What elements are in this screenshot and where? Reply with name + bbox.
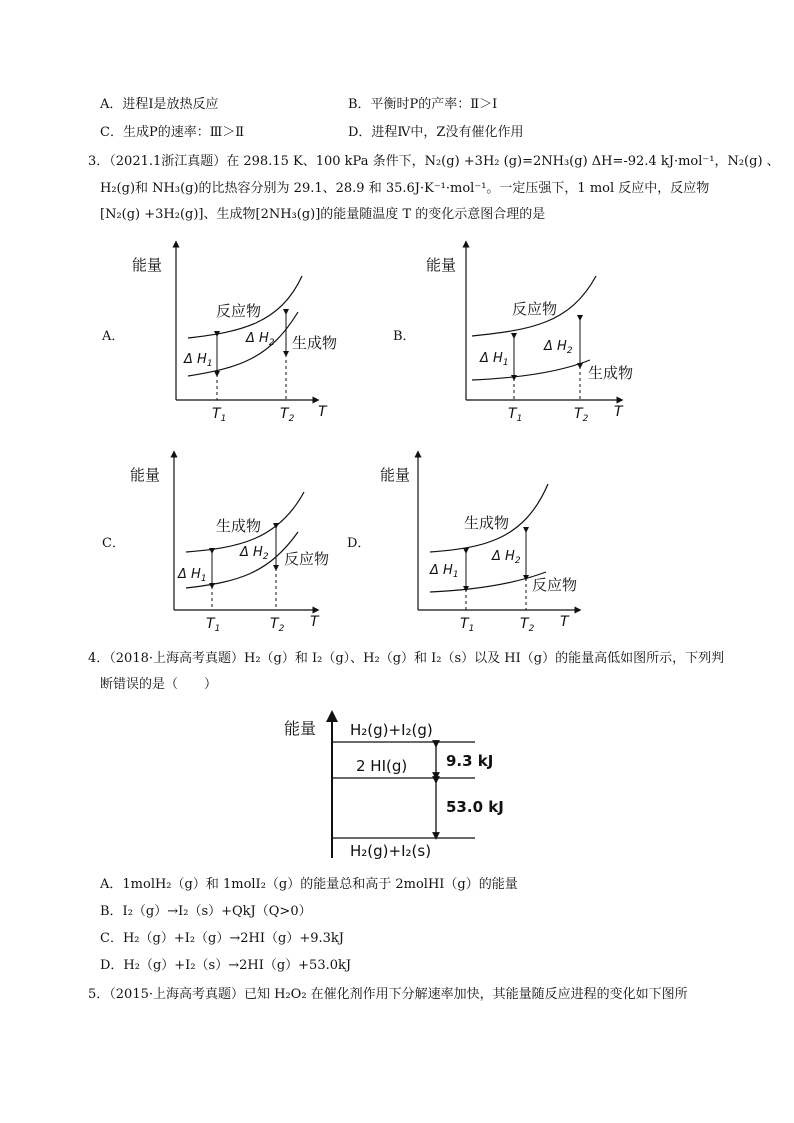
- q4-level-mid: 2 HI(g): [356, 757, 408, 775]
- q4-option-b: B．I₂（g）→I₂（s）+QkJ（Q>0）: [100, 904, 312, 919]
- svg-text:Δ H1: Δ $H_1$: [480, 351, 509, 368]
- q2-option-a: A．进程Ⅰ是放热反应: [100, 97, 219, 112]
- svg-text:T: T: [310, 614, 319, 630]
- reactant-label: 反应物: [216, 302, 262, 320]
- svg-text:Δ H1: Δ $H_1$: [430, 563, 459, 580]
- svg-text:能量: 能量: [426, 256, 457, 274]
- q4-option-d: D．H₂（g）+I₂（s）→2HI（g）+53.0kJ: [100, 958, 352, 973]
- q4-energy-diagram: [280, 708, 520, 868]
- svg-text:Δ H2: Δ $H_2$: [492, 549, 521, 566]
- q3-figure-b: [420, 238, 650, 428]
- svg-text:T1: $T_1$: [508, 406, 523, 424]
- svg-text:反应物: 反应物: [532, 576, 578, 594]
- svg-text:T1: $T_1$: [212, 406, 227, 424]
- q3-fig-label-d: D．: [347, 536, 371, 551]
- q5-stem-line-1: 5．（2015·上海高考真题）已知 H₂O₂ 在催化剂作用下分解速率加快，其能量随反应进程的变化如下图所: [88, 987, 688, 1002]
- svg-text:T2: $T_2$: [270, 616, 285, 634]
- svg-text:Δ H1: Δ $H_1$: [178, 567, 207, 584]
- svg-text:Δ H2: Δ $H_2$: [246, 331, 275, 348]
- svg-text:反应物: 反应物: [512, 300, 558, 318]
- q4-option-a: A．1molH₂（g）和 1molI₂（g）的能量总和高于 2molHI（g）的能量: [100, 877, 518, 892]
- svg-text:能量: 能量: [284, 719, 317, 738]
- q3-figure-d: [374, 448, 604, 638]
- svg-text:生成物: 生成物: [216, 517, 262, 535]
- svg-text:T2: $T_2$: [574, 406, 589, 424]
- svg-text:生成物: 生成物: [588, 364, 634, 382]
- q3-fig-label-c: C．: [102, 536, 125, 551]
- svg-text:反应物: 反应物: [284, 550, 330, 568]
- q3-stem-line-3: [N₂(g) +3H₂(g)]、生成物[2NH₃(g)]的能量随温度 T 的变化示意图合理的是: [100, 207, 546, 222]
- svg-text:T2: $T_2$: [520, 616, 535, 634]
- svg-text:能量: 能量: [380, 466, 411, 484]
- svg-text:T: T: [318, 404, 327, 420]
- q3-fig-label-b: B．: [393, 329, 416, 344]
- svg-text:T1: $T_1$: [460, 616, 475, 634]
- q3-stem-line-2: H₂(g)和 NH₃(g)的比热容分别为 29.1、28.9 和 35.6J·K⁻¹·mol⁻¹。一定压强下，1 mol 反应中，反应物: [100, 181, 710, 196]
- q3-figure-a: [130, 238, 350, 428]
- svg-text:Δ H2: Δ $H_2$: [544, 339, 573, 356]
- q4-level-top: H₂(g)+I₂(g): [350, 721, 433, 739]
- q3-fig-label-a: A．: [102, 329, 125, 344]
- q4-stem-line-1: 4．（2018·上海高考真题）H₂（g）和 I₂（g）、H₂（g）和 I₂（s）以及 HI（g）的能量高低如图所示，下列判: [88, 651, 725, 666]
- q4-gap-1: 9.3 kJ: [446, 752, 494, 770]
- q3-stem-line-1: 3．（2021.1浙江真题）在 298.15 K、100 kPa 条件下，N₂(g) +3H₂ (g)=2NH₃(g) ΔH=-92.4 kJ·mol⁻¹，N₂(g) 、: [88, 154, 780, 169]
- q4-gap-2: 53.0 kJ: [446, 798, 504, 816]
- q4-option-c: C．H₂（g）+I₂（g）→2HI（g）+9.3kJ: [100, 931, 344, 946]
- q2-option-c: C．生成P的速率：Ⅲ＞Ⅱ: [100, 125, 245, 140]
- energy-label: 能量: [132, 256, 163, 274]
- svg-text:Δ H2: Δ $H_2$: [240, 545, 269, 562]
- q3-figure-c: [128, 448, 348, 638]
- q2-option-d: D．进程Ⅳ中，Z没有催化作用: [348, 125, 524, 140]
- product-label: 生成物: [292, 334, 338, 352]
- svg-text:T2: $T_2$: [280, 406, 295, 424]
- svg-text:T: T: [560, 614, 569, 630]
- q4-level-bot: H₂(g)+I₂(s): [350, 842, 432, 860]
- q2-option-b: B．平衡时P的产率：Ⅱ＞Ⅰ: [348, 97, 498, 112]
- svg-text:T1: $T_1$: [206, 616, 221, 634]
- svg-text:T: T: [614, 404, 623, 420]
- svg-text:Δ H1: Δ $H_1$: [184, 352, 213, 369]
- svg-text:生成物: 生成物: [464, 514, 510, 532]
- q4-stem-line-2: 断错误的是（ ）: [100, 677, 218, 692]
- svg-text:能量: 能量: [130, 466, 161, 484]
